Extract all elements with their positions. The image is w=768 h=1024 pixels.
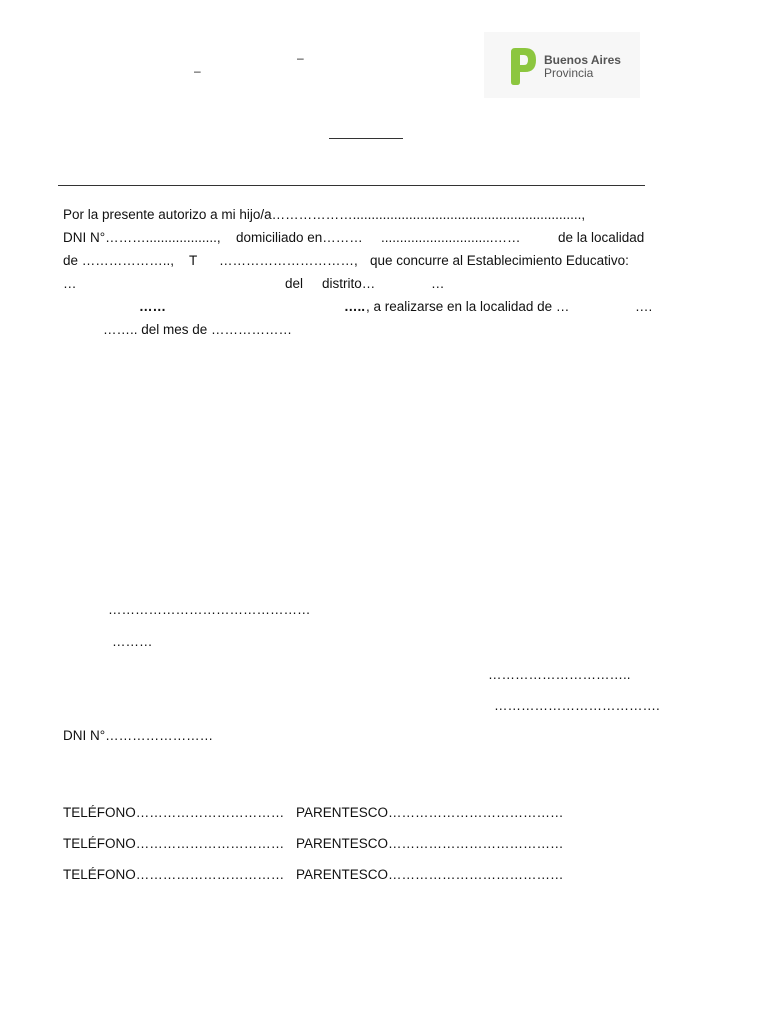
dni-field-line: DNI N°………..................., (63, 230, 221, 245)
district-del: del (285, 276, 304, 291)
dni-line: DNI N°…………………… (63, 728, 214, 743)
dots-fragment: … (431, 276, 445, 291)
locality-label: de la localidad (558, 230, 645, 245)
signature-dots: ………………………….. (488, 667, 631, 682)
header-dash: – (194, 64, 201, 78)
signature-dots: ………………………………. (494, 698, 660, 713)
dots-fragment: …………………………, (219, 253, 358, 268)
header-dash: – (297, 51, 304, 65)
phone-field: TELÉFONO…………………………… (63, 805, 285, 820)
logo-title: Buenos Aires (544, 53, 621, 67)
domicile-dots: ..............................…… (381, 230, 521, 245)
province-logo-icon (508, 46, 540, 86)
school-label: que concurre al Establecimiento Educativo: (370, 253, 629, 268)
dots-fragment: …. (635, 299, 653, 314)
text-fragment: T (189, 253, 198, 268)
relationship-field: PARENTESCO………………………………… (296, 867, 564, 882)
signature-dots: ……… (112, 634, 153, 649)
relationship-field: PARENTESCO………………………………… (296, 836, 564, 851)
relationship-field: PARENTESCO………………………………… (296, 805, 564, 820)
locality-field-line: de ……………….., (63, 253, 175, 268)
month-line: …….. del mes de ……………… (103, 322, 293, 337)
phone-field: TELÉFONO…………………………… (63, 836, 285, 851)
dots-fragment: …… (139, 299, 166, 314)
title-underline (329, 138, 403, 139)
dots-fragment: ….. (344, 299, 366, 314)
domicile-label: domiciliado en……… (236, 230, 363, 245)
logo-subtitle: Provincia (544, 66, 594, 80)
event-location-label: , a realizarse en la localidad de … (366, 299, 570, 314)
dots-fragment: … (63, 276, 77, 291)
district-label: distrito… (322, 276, 376, 291)
province-logo (484, 32, 640, 98)
phone-field: TELÉFONO…………………………… (63, 867, 285, 882)
header-divider (58, 185, 645, 186)
signature-dots: ……………………………………… (108, 602, 311, 617)
authorization-line: Por la presente autorizo a mi hijo/a………………............................................................., (63, 207, 586, 222)
